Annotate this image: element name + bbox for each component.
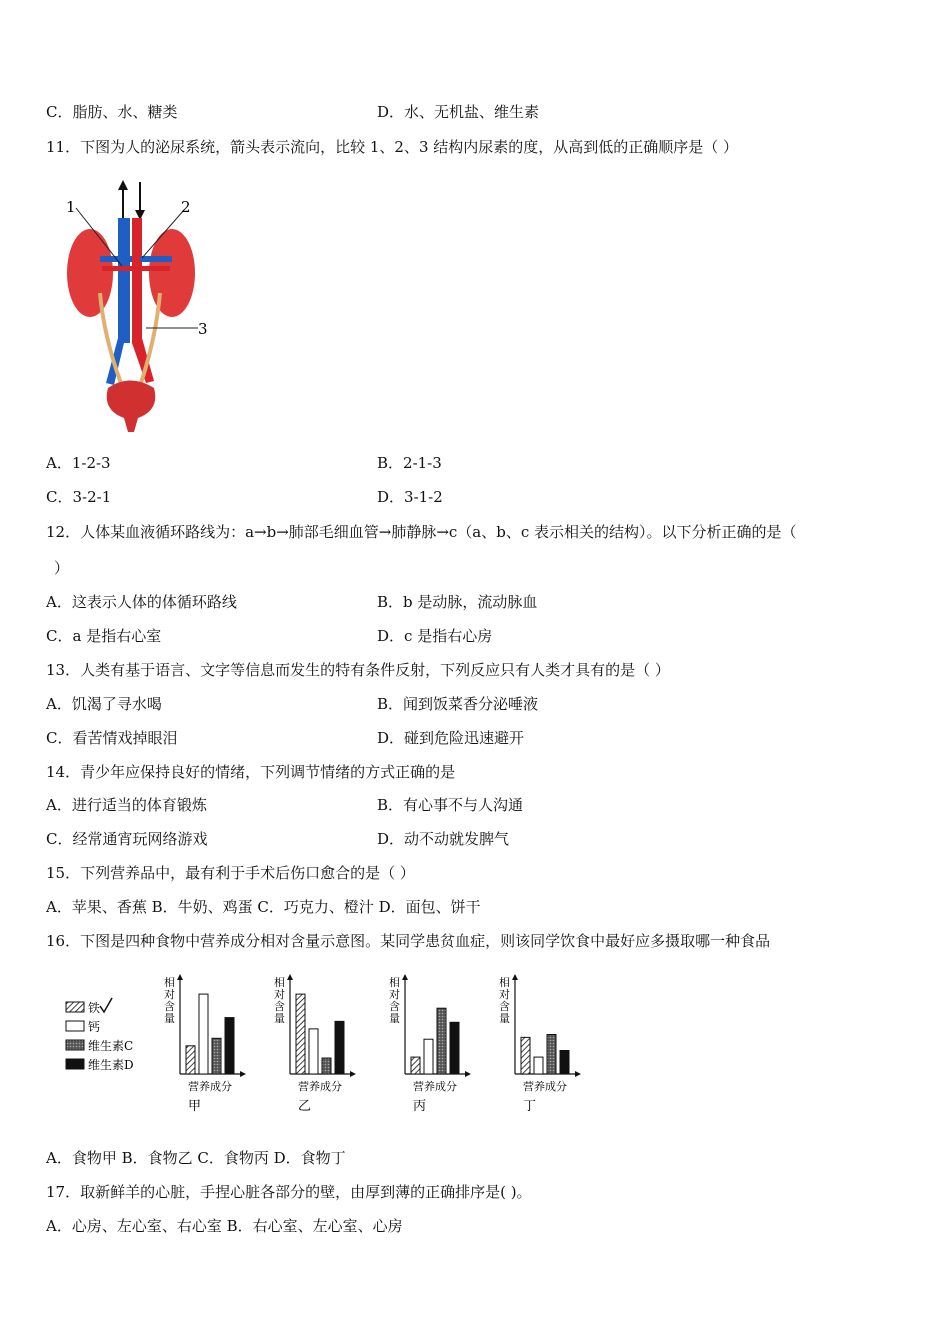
legend-iron-swatch bbox=[66, 1002, 84, 1012]
chart-title: 乙 bbox=[298, 1099, 312, 1114]
q14-option-b: B．有心事不与人沟通 bbox=[377, 796, 524, 814]
chart-2 bbox=[274, 974, 356, 1114]
chart-title: 丙 bbox=[413, 1099, 427, 1114]
bar-乙-钙 bbox=[309, 1029, 318, 1074]
x-axis-arrow bbox=[350, 1071, 356, 1077]
chart-title: 丁 bbox=[523, 1099, 537, 1114]
bar-丙-铁 bbox=[411, 1057, 420, 1074]
bar-乙-维生素C bbox=[322, 1058, 331, 1074]
x-axis-arrow bbox=[465, 1071, 471, 1077]
label-2: 2 bbox=[181, 198, 191, 216]
nutrient-charts bbox=[60, 970, 600, 1120]
chart-ylabel: 相对含量 bbox=[389, 976, 400, 1025]
vena-cava bbox=[106, 218, 130, 385]
renal-artery-right bbox=[140, 266, 170, 271]
q11-option-a: A．1-2-3 bbox=[46, 454, 111, 472]
renal-vein-right bbox=[140, 256, 172, 262]
legend-calcium-swatch bbox=[66, 1021, 84, 1031]
bar-丙-维生素D bbox=[450, 1022, 459, 1074]
bar-丁-维生素D bbox=[560, 1051, 569, 1075]
legend-vitc: 维生素C bbox=[88, 1039, 134, 1053]
chart-xlabel: 营养成分 bbox=[298, 1080, 342, 1093]
q12-option-c: C．a 是指右心室 bbox=[46, 627, 162, 645]
bar-甲-铁 bbox=[186, 1046, 195, 1074]
q13-option-a: A．饥渴了寻水喝 bbox=[46, 695, 162, 713]
chart-title: 甲 bbox=[188, 1099, 202, 1114]
label-1: 1 bbox=[66, 198, 76, 216]
bar-甲-维生素D bbox=[225, 1018, 234, 1074]
q14-option-d: D．动不动就发脾气 bbox=[377, 830, 510, 848]
chart-4 bbox=[499, 974, 581, 1114]
bladder bbox=[107, 381, 156, 433]
label-3: 3 bbox=[198, 320, 208, 338]
chart-xlabel: 营养成分 bbox=[523, 1080, 567, 1093]
q14-option-a: A．进行适当的体育锻炼 bbox=[46, 796, 207, 814]
q14-option-c: C．经常通宵玩网络游戏 bbox=[46, 830, 208, 848]
y-axis-arrow bbox=[512, 974, 518, 980]
q11-option-b: B．2-1-3 bbox=[377, 454, 442, 472]
legend-vitd: 维生素D bbox=[88, 1058, 134, 1072]
q13-option-b: B．闻到饭菜香分泌唾液 bbox=[377, 695, 539, 713]
x-axis-arrow bbox=[575, 1071, 581, 1077]
chart-3 bbox=[389, 974, 471, 1114]
legend-calcium: 钙 bbox=[88, 1020, 101, 1034]
q17-options: A．心房、左心室、右心室 B．右心室、左心室、心房 bbox=[46, 1217, 403, 1235]
bar-丙-钙 bbox=[424, 1039, 433, 1074]
bar-丁-钙 bbox=[534, 1057, 543, 1074]
q12-stem: 12．人体某血液循环路线为：a→b→肺部毛细血管→肺静脉→c（a、b、c 表示相关的结构）。以下分析正确的是（ bbox=[46, 523, 797, 541]
aorta bbox=[132, 218, 154, 383]
q13-option-d: D．碰到危险迅速避开 bbox=[377, 729, 525, 747]
bar-丁-铁 bbox=[521, 1037, 530, 1074]
bar-甲-维生素C bbox=[212, 1038, 221, 1074]
check-icon bbox=[100, 998, 112, 1012]
legend-vitd-swatch bbox=[66, 1059, 84, 1069]
q16-stem: 16．下图是四种食物中营养成分相对含量示意图。某同学患贫血症，则该同学饮食中最好应多摄取哪一种食品 bbox=[46, 932, 771, 950]
arrow-up-head bbox=[118, 180, 128, 190]
bar-丁-维生素C bbox=[547, 1035, 556, 1074]
chart-ylabel: 相对含量 bbox=[274, 976, 285, 1025]
chart-xlabel: 营养成分 bbox=[188, 1080, 232, 1093]
q15-options: A．苹果、香蕉 B．牛奶、鸡蛋 C．巧克力、橙汁 D．面包、饼干 bbox=[46, 898, 481, 916]
q15-stem: 15．下列营养品中，最有利于手术后伤口愈合的是（ ） bbox=[46, 864, 415, 882]
urinary-system-figure bbox=[60, 178, 220, 434]
y-axis-arrow bbox=[287, 974, 293, 980]
legend-vitc-swatch bbox=[66, 1040, 84, 1050]
bar-丙-维生素C bbox=[437, 1008, 446, 1074]
q17-stem: 17．取新鲜羊的心脏，手捏心脏各部分的壁，由厚到薄的正确排序是( )。 bbox=[46, 1183, 532, 1201]
chart-1 bbox=[164, 974, 246, 1114]
q16-options: A．食物甲 B．食物乙 C．食物丙 D．食物丁 bbox=[46, 1149, 346, 1167]
y-axis-arrow bbox=[177, 974, 183, 980]
q12-option-d: D．c 是指右心房 bbox=[377, 627, 493, 645]
x-axis-arrow bbox=[240, 1071, 246, 1077]
q11-option-d: D．3-1-2 bbox=[377, 488, 443, 506]
q12-option-a: A．这表示人体的体循环路线 bbox=[46, 593, 237, 611]
q11-option-c: C．3-2-1 bbox=[46, 488, 112, 506]
q10-option-c: C．脂肪、水、糖类 bbox=[46, 103, 178, 121]
chart-ylabel: 相对含量 bbox=[499, 976, 510, 1025]
chart-ylabel: 相对含量 bbox=[164, 976, 175, 1025]
bar-乙-铁 bbox=[296, 994, 305, 1074]
q10-option-d: D．水、无机盐、维生素 bbox=[377, 103, 540, 121]
q13-stem: 13．人类有基于语言、文字等信息而发生的特有条件反射，下列反应只有人类才具有的是（ ） bbox=[46, 661, 670, 679]
bar-乙-维生素D bbox=[335, 1021, 344, 1074]
y-axis-arrow bbox=[402, 974, 408, 980]
q14-stem: 14．青少年应保持良好的情绪，下列调节情绪的方式正确的是 bbox=[46, 763, 456, 781]
left-kidney bbox=[67, 229, 113, 317]
chart-xlabel: 营养成分 bbox=[413, 1080, 457, 1093]
chart-legend bbox=[66, 998, 134, 1072]
q12-option-b: B．b 是动脉，流动脉血 bbox=[377, 593, 538, 611]
q13-option-c: C．看苦情戏掉眼泪 bbox=[46, 729, 178, 747]
bar-甲-钙 bbox=[199, 994, 208, 1074]
q11-stem: 11．下图为人的泌尿系统，箭头表示流向，比较 1、2、3 结构内尿素的度，从高到低的正确顺序是（ ） bbox=[46, 138, 739, 156]
legend-iron: 铁 bbox=[88, 1001, 101, 1015]
q12-stem-cont: ） bbox=[54, 559, 70, 577]
renal-artery-left bbox=[102, 266, 132, 271]
